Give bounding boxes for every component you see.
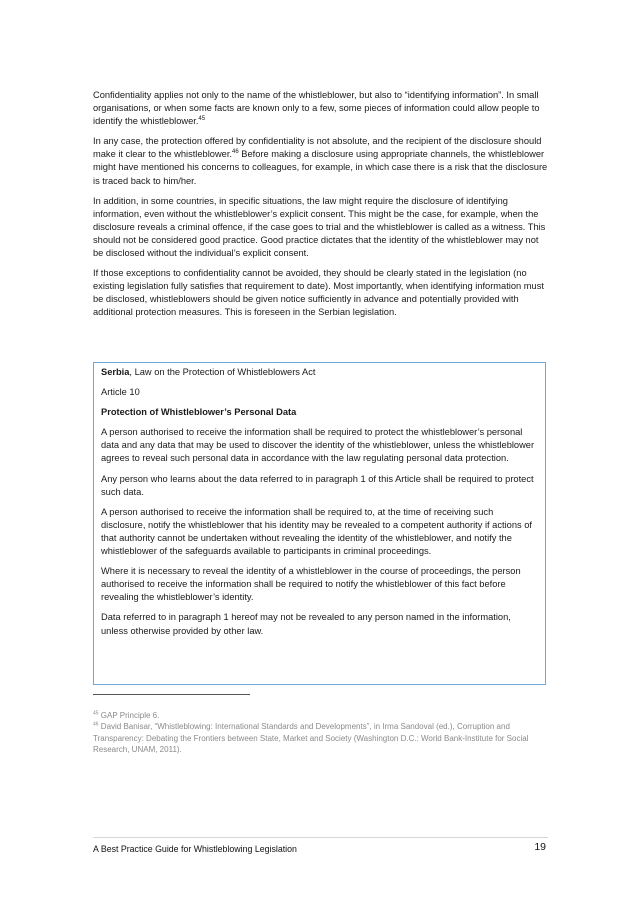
paragraph-1 <box>93 89 548 128</box>
page-number: 19 <box>534 841 546 853</box>
footnotes <box>93 710 548 756</box>
footnote-number: 45 <box>93 710 99 717</box>
box-article: Article 10 <box>101 387 140 398</box>
footnote-ref-46[interactable]: 46 <box>232 149 239 156</box>
footnote-text: David Banisar, “Whistleblowing: International Standards and Developments”, in Irma Sandoval (ed.), Corruption and Transparency: Debating the Frontiers between State, Market and Society (Washington D.C.: World Bank-Institute for Social Research, UNAM, 2011). <box>93 722 529 755</box>
footer-title: A Best Practice Guide for Whistleblowing Legislation <box>93 844 297 854</box>
box-country: Serbia <box>101 367 130 377</box>
box-paragraph-1: A person authorised to receive the information shall be required to protect the whistleblower’s personal data and any data that may be used to discover the identity of the whistleblower, unless the whistleblower agrees to reveal such personal data in accordance with the law regulating personal data protection. <box>101 427 535 464</box>
law-excerpt-box <box>93 362 546 685</box>
footnote-text: GAP Principle 6. <box>98 711 160 720</box>
paragraph-4: If those exceptions to confidentiality cannot be avoided, they should be clearly stated in the legislation (no existing legislation fully satisfies that requirement to date). Most importantly, when identifying information must be disclosed, whistleblowers should be given notice sufficiently in advance and potentially provided with additional protection measures. This is foreseen in the Serbian legislation. <box>93 268 544 318</box>
footnote-divider <box>93 694 250 695</box>
footnote-45 <box>93 710 548 721</box>
box-paragraph-3: A person authorised to receive the information shall be required to, at the time of receiving such disclosure, notify the whistleblower that his identity may be revealed to a competent authority if actions of that authority cannot be undertaken without revealing the identity of the whistleblower, and notify the whistleblower of the safeguards available to participants in criminal proceedings. <box>101 506 532 557</box>
paragraph-2 <box>93 135 548 187</box>
paragraph-2-text-a: In any case, the protection offered by confidentiality is not absolute, and the recipient of the disclosure should make it clear to the whistleblower. <box>93 136 542 160</box>
box-law-name: , Law on the Protection of Whistleblowers Act <box>129 367 316 377</box>
body-text <box>93 89 548 327</box>
paragraph-3: In addition, in some countries, in specific situations, the law might require the disclosure of identifying information, even without the whistleblower’s explicit consent. This might be the case, for example, when the disclosure reveals a criminal offence, if the case goes to trial and the whistleblower is called as a witness. This should not be considered good practice. Good practice dictates that the identity of the whistleblower may not be disclosed without the individual’s explicit consent. <box>93 195 546 259</box>
box-paragraph-2: Any person who learns about the data referred to in paragraph 1 of this Article shall be required to protect such data. <box>101 473 534 497</box>
footnote-46 <box>93 721 548 755</box>
box-heading: Protection of Whistleblower’s Personal Data <box>101 407 297 418</box>
box-paragraph-5: Data referred to in paragraph 1 hereof may not be revealed to any person named in the information, unless otherwise provided by other law. <box>101 612 511 636</box>
paragraph-1-text: Confidentiality applies not only to the name of the whistleblower, but also to “identifying information”. In small organisations, or when some facts are known only to a few, some pieces of information could allow people to identify the whistleblower. <box>93 90 540 127</box>
box-title <box>101 366 539 379</box>
footnote-number: 46 <box>93 721 99 728</box>
paragraph-2-text-b: Before making a disclosure using appropriate channels, the whistleblower might have mentioned his concerns to colleagues, for example, in which case there is a risk that the disclosure is traced back to him/her. <box>93 149 548 186</box>
box-paragraph-4: Where it is necessary to reveal the identity of a whistleblower in the course of proceedings, the person authorised to receive the information shall be required to notify the whistleblower of this fact before revealing the whistleblower’s identity. <box>101 566 521 603</box>
footer-divider <box>93 837 548 838</box>
footnote-ref-45[interactable]: 45 <box>198 116 206 123</box>
